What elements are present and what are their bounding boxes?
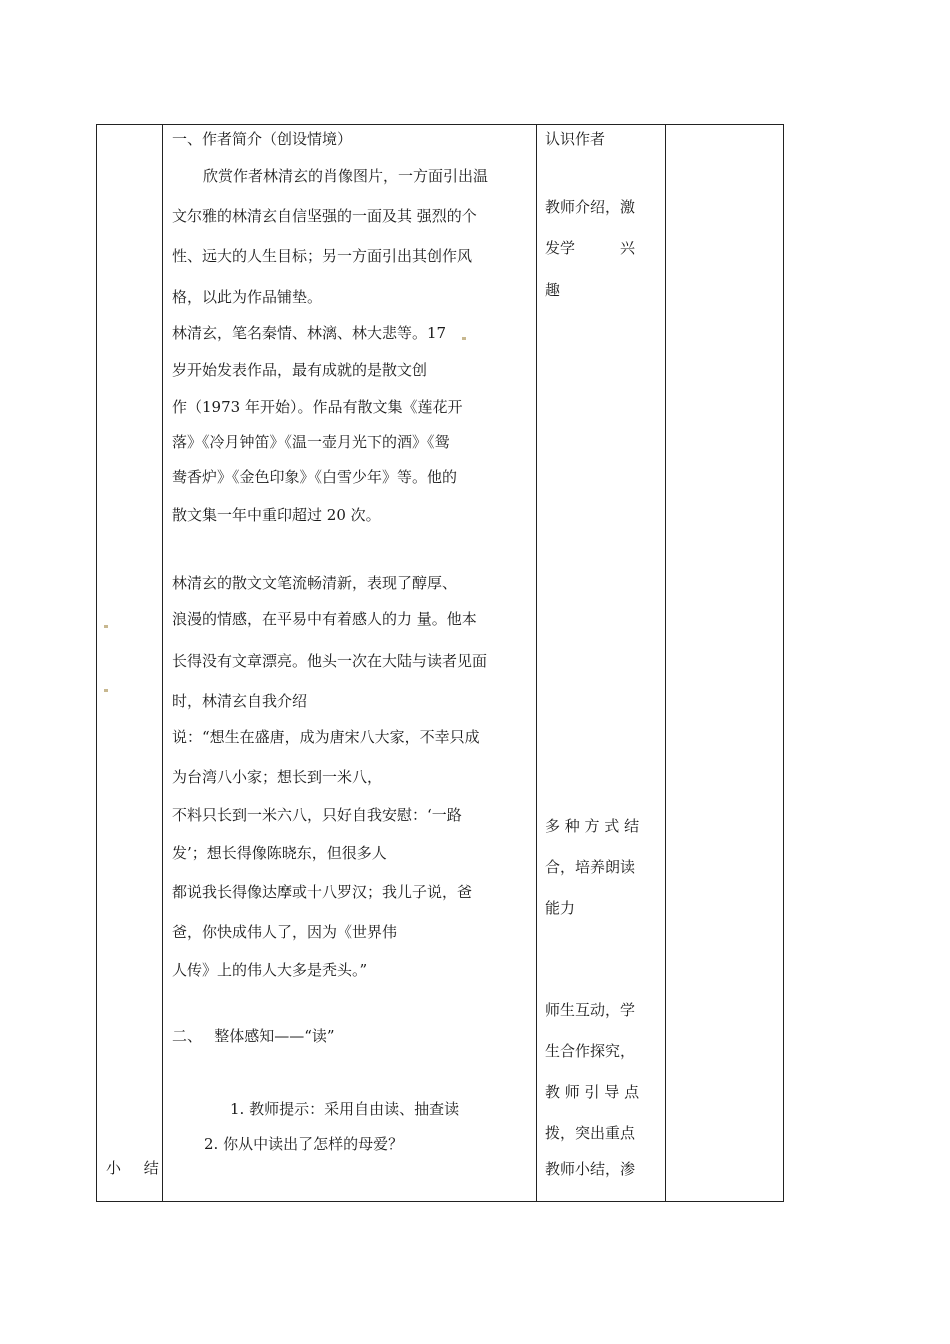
note-line: 师生互动，学 (545, 1001, 636, 1019)
column-divider-3 (665, 125, 666, 1201)
body-line: 欣赏作者林清玄的肖像图片，一方面引出温 (203, 167, 489, 185)
body-line: 文尔雅的林清玄自信坚强的一面及其 强烈的个 (172, 207, 477, 225)
column-divider-2 (536, 125, 537, 1201)
note-line: 教师小结，渗 (545, 1160, 636, 1178)
body-line: 散文集一年中重印超过 20 次。 (172, 506, 381, 524)
note-line: 发学 兴 (545, 239, 636, 257)
summary-label: 小 结 (106, 1159, 159, 1177)
body-line: 说：“想生在盛唐，成为唐宋八大家，不幸只成 (172, 728, 480, 746)
body-line: 作（1973 年开始）。作品有散文集《莲花开 (172, 398, 463, 416)
body-line: 爸，你快成伟人了，因为《世界伟 (172, 923, 398, 941)
note-line: 教 师 引 导 点 (545, 1083, 640, 1101)
section-heading-reading: 二、 整体感知——“读” (172, 1027, 335, 1045)
body-line: 1. 教师提示：采用自由读、抽查读 (230, 1100, 460, 1118)
body-line: 岁开始发表作品，最有成就的是散文创 (172, 361, 428, 379)
body-line: 时，林清玄自我介绍 (172, 692, 308, 710)
body-line: 长得没有文章漂亮。他头一次在大陆与读者见面 (172, 652, 488, 670)
decorative-mark (462, 337, 466, 340)
body-line: 发’；想长得像陈晓东，但很多人 (172, 844, 387, 862)
note-line: 多 种 方 式 结 (545, 817, 640, 835)
decorative-mark (104, 689, 108, 692)
body-line: 性、远大的人生目标；另一方面引出其创作风 (172, 247, 473, 265)
note-line: 认识作者 (545, 130, 606, 148)
body-line: 林清玄的散文文笔流畅清新，表现了醇厚、 (172, 574, 458, 592)
note-line: 拨，突出重点 (545, 1124, 636, 1142)
section-heading-author: 一、作者简介（创设情境） (172, 130, 353, 148)
body-line: 为台湾八小家；想长到一米八， (172, 768, 383, 786)
column-divider-1 (162, 125, 163, 1201)
note-line: 趣 (545, 281, 561, 299)
body-line: 落》《冷月钟笛》《温一壶月光下的酒》《鸳 (172, 433, 450, 451)
body-line: 浪漫的情感，在平易中有着感人的力 量。他本 (172, 610, 477, 628)
body-line: 不料只长到一米六八，只好自我安慰：‘一路 (172, 806, 462, 824)
decorative-mark (104, 625, 108, 628)
note-line: 教师介绍，激 (545, 198, 636, 216)
note-line: 生合作探究， (545, 1042, 636, 1060)
note-line: 合，培养朗读 (545, 858, 636, 876)
body-line: 人传》上的伟人大多是秃头。” (172, 961, 368, 979)
body-line: 格，以此为作品铺垫。 (172, 288, 323, 306)
body-line: 都说我长得像达摩或十八罗汉；我儿子说，爸 (172, 883, 473, 901)
body-line: 鸯香炉》《金色印象》《白雪少年》等。他的 (172, 468, 458, 486)
body-line: 2. 你从中读出了怎样的母爱？ (204, 1135, 404, 1153)
body-line: 林清玄，笔名秦情、林漓、林大悲等。17 (172, 324, 447, 342)
note-line: 能力 (545, 899, 576, 917)
